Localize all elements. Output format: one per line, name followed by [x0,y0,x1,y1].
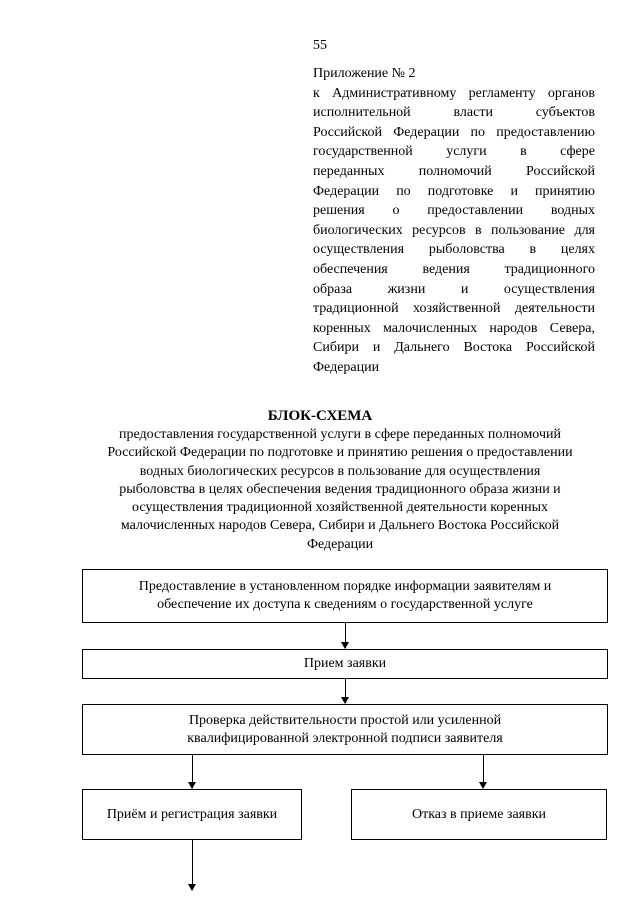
appendix-line: государственной услуги в сфере [313,144,595,160]
subtitle-line: Федерации [306,536,374,552]
appendix-line: решения о предоставлении водных [313,203,595,219]
appendix-line: Приложение № 2 [313,66,416,81]
appendix-line: биологических ресурсов в пользование для [313,222,595,238]
flow-step-text: Прием заявки [303,656,387,671]
document-subtitle [90,426,590,554]
appendix-line: Российской Федерации по предоставлению [313,124,595,140]
appendix-header [313,64,595,378]
appendix-line: Федерации [313,359,380,375]
flow-step-receive-application [82,649,608,679]
flow-step-text: Предоставление в установленном порядке информации заявителям и [138,579,552,594]
appendix-line: осуществления рыболовства в целях [313,242,595,258]
subtitle-line: малочисленных народов Севера, Сибири и Дальнего Востока Российской [120,518,560,534]
appendix-line: Сибири и Дальнего Востока Российской [313,340,595,356]
arrow-down [483,755,484,788]
appendix-line: исполнительной власти субъектов [313,105,595,121]
arrow-down [345,679,346,703]
subtitle-line: рыболовства в целях обеспечения ведения традиционного образа жизни и [119,481,561,497]
appendix-line: переданных полномочий Российской [313,163,595,179]
page-number: 55 [313,38,327,53]
flow-step-information [82,569,608,623]
flow-step-text: квалифицированной электронной подписи заявителя [187,730,503,746]
flow-step-registration [82,789,302,840]
appendix-line: коренных малочисленных народов Севера, [313,320,595,336]
flow-step-text: Приём и регистрация заявки [106,806,278,822]
subtitle-line: осуществления традиционной хозяйственной деятельности коренных [131,500,548,516]
flow-step-text: Проверка действительности простой или усиленной [188,712,502,728]
appendix-line: традиционной хозяйственной деятельности [313,301,595,317]
arrow-down [345,623,346,648]
flow-step-text: Отказ в приеме заявки [411,806,547,822]
subtitle-line: водных биологических ресурсов в пользование для осуществления [139,463,541,479]
flow-step-signature-check [82,704,608,755]
document-title: БЛОК-СХЕМА [267,408,373,424]
subtitle-line: Российской Федерации по подготовке и принятию решения о предоставлении [107,445,573,461]
arrow-down [192,755,193,788]
flow-step-text: обеспечение их доступа к сведениям о государственной услуге [157,597,533,612]
flow-step-rejection [351,789,607,840]
appendix-line: обеспечения ведения традиционного [313,261,595,277]
appendix-line: образа жизни и осуществления [313,281,595,297]
subtitle-line: предоставления государственной услуги в сфере переданных полномочий [119,427,561,442]
appendix-line: Федерации по подготовке и принятию [313,183,595,199]
arrow-down [192,840,193,890]
appendix-line: к Административному регламенту органов [313,85,595,101]
